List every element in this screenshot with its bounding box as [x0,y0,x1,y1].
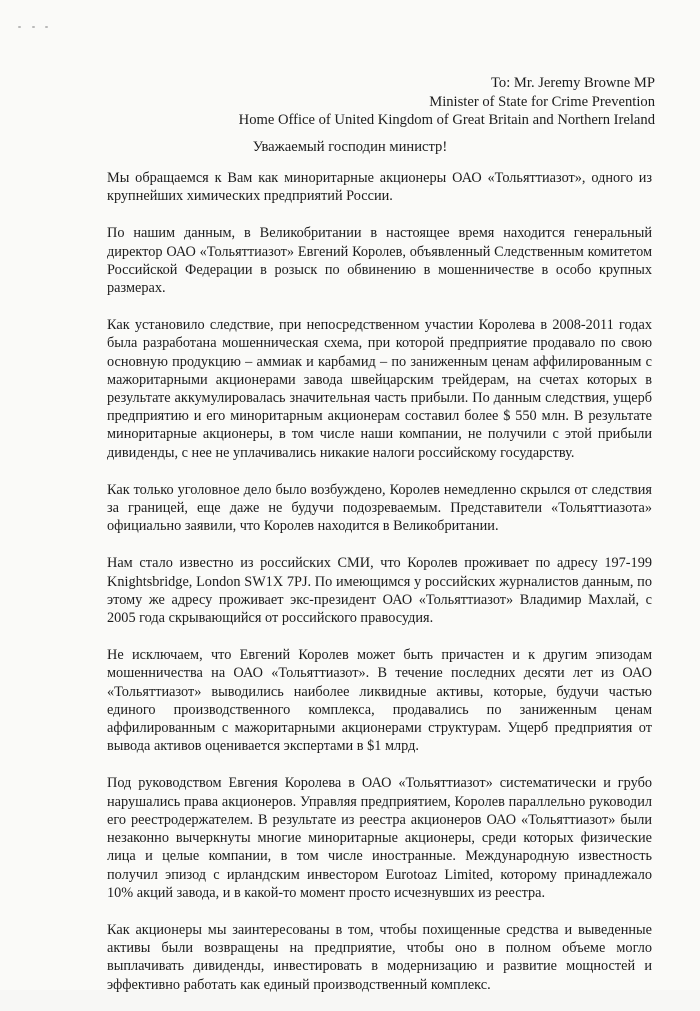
addressee-line: Minister of State for Crime Prevention [429,93,655,110]
paragraph: Нам стало известно из российских СМИ, что Королев проживает по адресу 197-199 Knightsbridge, London SW1X 7PJ. По имеющимся у российских журналистов данным, по этому же адресу проживает экс-президент ОАО «Тольяттиазот» Владимир Махлай, с 2005 года скрывающийся от российского правосудия. [107,555,652,627]
paragraph: Как только уголовное дело было возбуждено, Королев немедленно скрылся от следствия за границей, еще даже не будучи подозреваемым. Представители «Тольяттиазота» официально заявили, что Королев находится в Великобритании. [107,481,652,535]
paragraph: По нашим данным, в Великобритании в настоящее время находится генеральный директор ОАО «Тольяттиазот» Евгений Королев, объявленный Следственным комитетом Российской Федерации в розыск по обвинению в мошенничестве в особо крупных размерах. [107,225,652,297]
scan-speck [45,26,48,28]
addressee-line: To: Mr. Jeremy Browne MP [491,75,655,91]
paragraph: Как установило следствие, при непосредственном участии Королева в 2008-2011 годах была разработана мошенническая схема, при которой предприятие продавало по свою основную продукцию – аммиак и карбамид – по заниженным ценам аффилированным с мажоритарными акционерами завода швейцарским трейдерам, на счетах которых в результате аккумулировалась значительная часть прибыли. По данным следствия, ущерб предприятию и его миноритарным акционерам составил более $ 550 млн. В результате миноритарные акционеры, в том числе наши компании, не получили с этой прибыли дивиденды, с нее не уплачивались никакие налоги российскому государству. [107,317,652,461]
paragraph: Не исключаем, что Евгений Королев может быть причастен и к другим эпизодам мошенничества на ОАО «Тольяттиазот». В течение последних десяти лет из ОАО «Тольяттиазот» выводились наиболее ликвидные активы, которые, будучи частью единого производственного комплекса, продавались по заниженным ценам аффилированным с мажоритарными акционерами структурам. Ущерб предприятия от вывода активов оценивается экспертами в $1 млрд. [107,647,652,755]
addressee-block [239,74,655,130]
scan-artifacts [18,26,58,32]
addressee-line: Home Office of United Kingdom of Great Britain and Northern Ireland [238,112,655,129]
scan-speck [18,26,21,28]
paragraph: Мы обращаемся к Вам как миноритарные акционеры ОАО «Тольяттиазот», одного из крупнейших химических предприятий России. [107,170,652,205]
paragraph: Как акционеры мы заинтересованы в том, чтобы похищенные средства и выведенные активы были возвращены на предприятие, чтобы оно в полном объеме могло выплачивать дивиденды, инвестировать в модернизацию и развитие мощностей и эффективно работать как единый производственный комплекс. [107,921,652,993]
letter-body [107,169,652,1011]
scan-speck [32,26,35,28]
paragraph: Под руководством Евгения Королева в ОАО «Тольяттиазот» систематически и грубо нарушались права акционеров. Управляя предприятием, Королев параллельно руководил его реестродержателем. В результате из реестра акционеров ОАО «Тольяттиазот» были незаконно вычеркнуты многие миноритарные акционеры, среди которых физические лица и целые компании, в том числе иностранные. Международную известность получил эпизод с ирландским инвестором Eurotoaz Limited, которому принадлежало 10% акций завода, и в какой-то момент просто исчезнувших из реестра. [107,775,652,901]
salutation: Уважаемый господин министр! [252,139,448,155]
